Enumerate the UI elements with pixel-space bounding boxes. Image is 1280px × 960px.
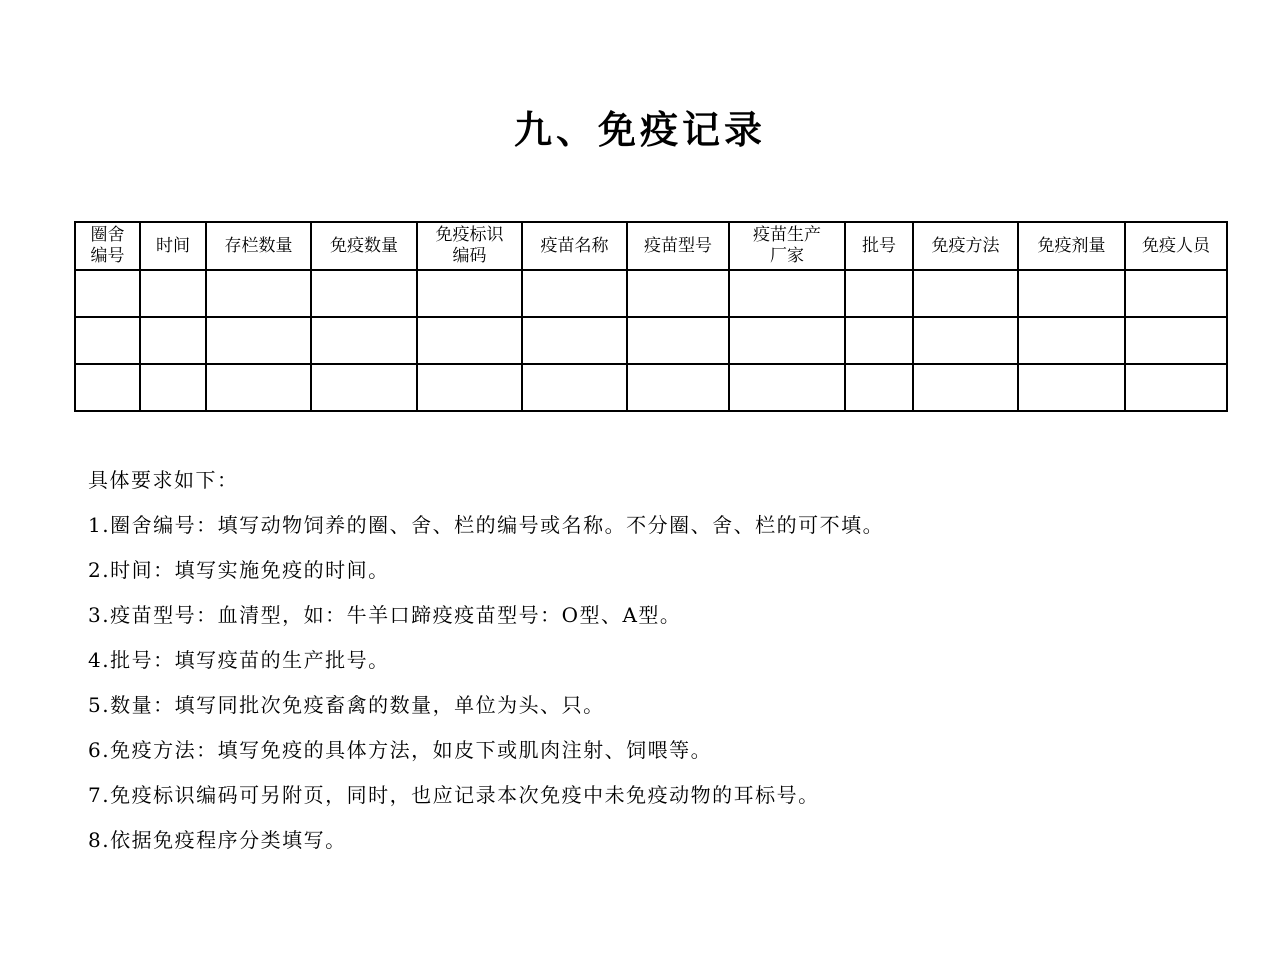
table-cell[interactable] [1018,364,1125,411]
header-time [140,222,206,270]
header-vaccine-manufacturer [729,222,845,270]
header-label-line2: 编码 [452,246,487,266]
table-cell[interactable] [311,270,417,317]
table-cell[interactable] [311,317,417,364]
table-cell[interactable] [729,364,845,411]
table-cell[interactable] [1018,270,1125,317]
header-label-line1: 圈舍 [90,225,125,245]
note-item: 2.时间：填写实施免疫的时间。 [88,558,390,582]
table-cell[interactable] [206,270,311,317]
table-cell[interactable] [1125,317,1227,364]
table-cell[interactable] [522,317,627,364]
table-cell[interactable] [417,364,522,411]
header-vaccine-name [522,222,627,270]
table-header-row [75,222,1227,270]
header-label: 疫苗名称 [540,235,609,256]
table-cell[interactable] [627,317,729,364]
header-batch-number [845,222,913,270]
table-row [75,270,1227,317]
table-cell[interactable] [140,317,206,364]
table-cell[interactable] [913,270,1018,317]
table-cell[interactable] [913,364,1018,411]
note-item: 8.依据免疫程序分类填写。 [88,828,347,852]
header-immunization-dose [1018,222,1125,270]
table-cell[interactable] [522,364,627,411]
header-label-line2: 编号 [90,246,125,266]
table-cell[interactable] [1018,317,1125,364]
table-cell[interactable] [75,270,140,317]
immunization-record-table [74,221,1228,412]
table-cell[interactable] [522,270,627,317]
header-pen-number [75,222,140,270]
note-item: 4.批号：填写疫苗的生产批号。 [88,648,390,672]
table-cell[interactable] [845,270,913,317]
note-item: 5.数量：填写同批次免疫畜禽的数量，单位为头、只。 [88,693,605,717]
header-label: 存栏数量 [224,235,293,256]
header-label-line1: 疫苗生产 [753,225,821,245]
header-immunization-tag-code [417,222,522,270]
header-label: 免疫人员 [1142,235,1210,256]
table-cell[interactable] [206,317,311,364]
table-cell[interactable] [913,317,1018,364]
header-stock-quantity [206,222,311,270]
table-cell[interactable] [417,317,522,364]
table-cell[interactable] [729,317,845,364]
table-row [75,317,1227,364]
header-label: 免疫剂量 [1037,235,1106,256]
notes-heading: 具体要求如下： [88,468,239,492]
table-cell[interactable] [1125,270,1227,317]
header-vaccine-type [627,222,729,270]
table-cell[interactable] [729,270,845,317]
table-cell[interactable] [1125,364,1227,411]
header-label: 批号 [862,235,896,256]
table-cell[interactable] [417,270,522,317]
table-row [75,364,1227,411]
header-label [436,225,504,267]
table-cell[interactable] [845,317,913,364]
table-cell[interactable] [206,364,311,411]
table-cell[interactable] [627,270,729,317]
header-immunized-quantity [311,222,417,270]
header-label-line1: 免疫标识 [435,225,504,245]
table-cell[interactable] [75,317,140,364]
note-item: 6.免疫方法：填写免疫的具体方法，如皮下或肌肉注射、饲喂等。 [88,738,713,762]
header-label: 免疫方法 [931,235,1000,256]
header-label [91,225,125,267]
table-cell[interactable] [75,364,140,411]
header-label: 免疫数量 [330,235,398,256]
table-cell[interactable] [311,364,417,411]
header-label: 疫苗型号 [644,235,712,256]
header-label: 时间 [156,235,190,256]
page-title: 九、免疫记录 [513,108,766,152]
note-item: 7.免疫标识编码可另附页，同时，也应记录本次免疫中未免疫动物的耳标号。 [88,783,820,807]
table-cell[interactable] [140,270,206,317]
note-item: 1.圈舍编号：填写动物饲养的圈、舍、栏的编号或名称。不分圈、舍、栏的可不填。 [88,513,885,537]
header-immunization-staff [1125,222,1227,270]
table-cell[interactable] [627,364,729,411]
header-label-line2: 厂家 [770,246,804,266]
table-cell[interactable] [140,364,206,411]
header-immunization-method [913,222,1018,270]
note-item: 3.疫苗型号：血清型，如：牛羊口蹄疫疫苗型号：O型、A型。 [88,603,682,627]
table-cell[interactable] [845,364,913,411]
requirements-notes [88,458,1208,863]
header-label [753,225,821,267]
